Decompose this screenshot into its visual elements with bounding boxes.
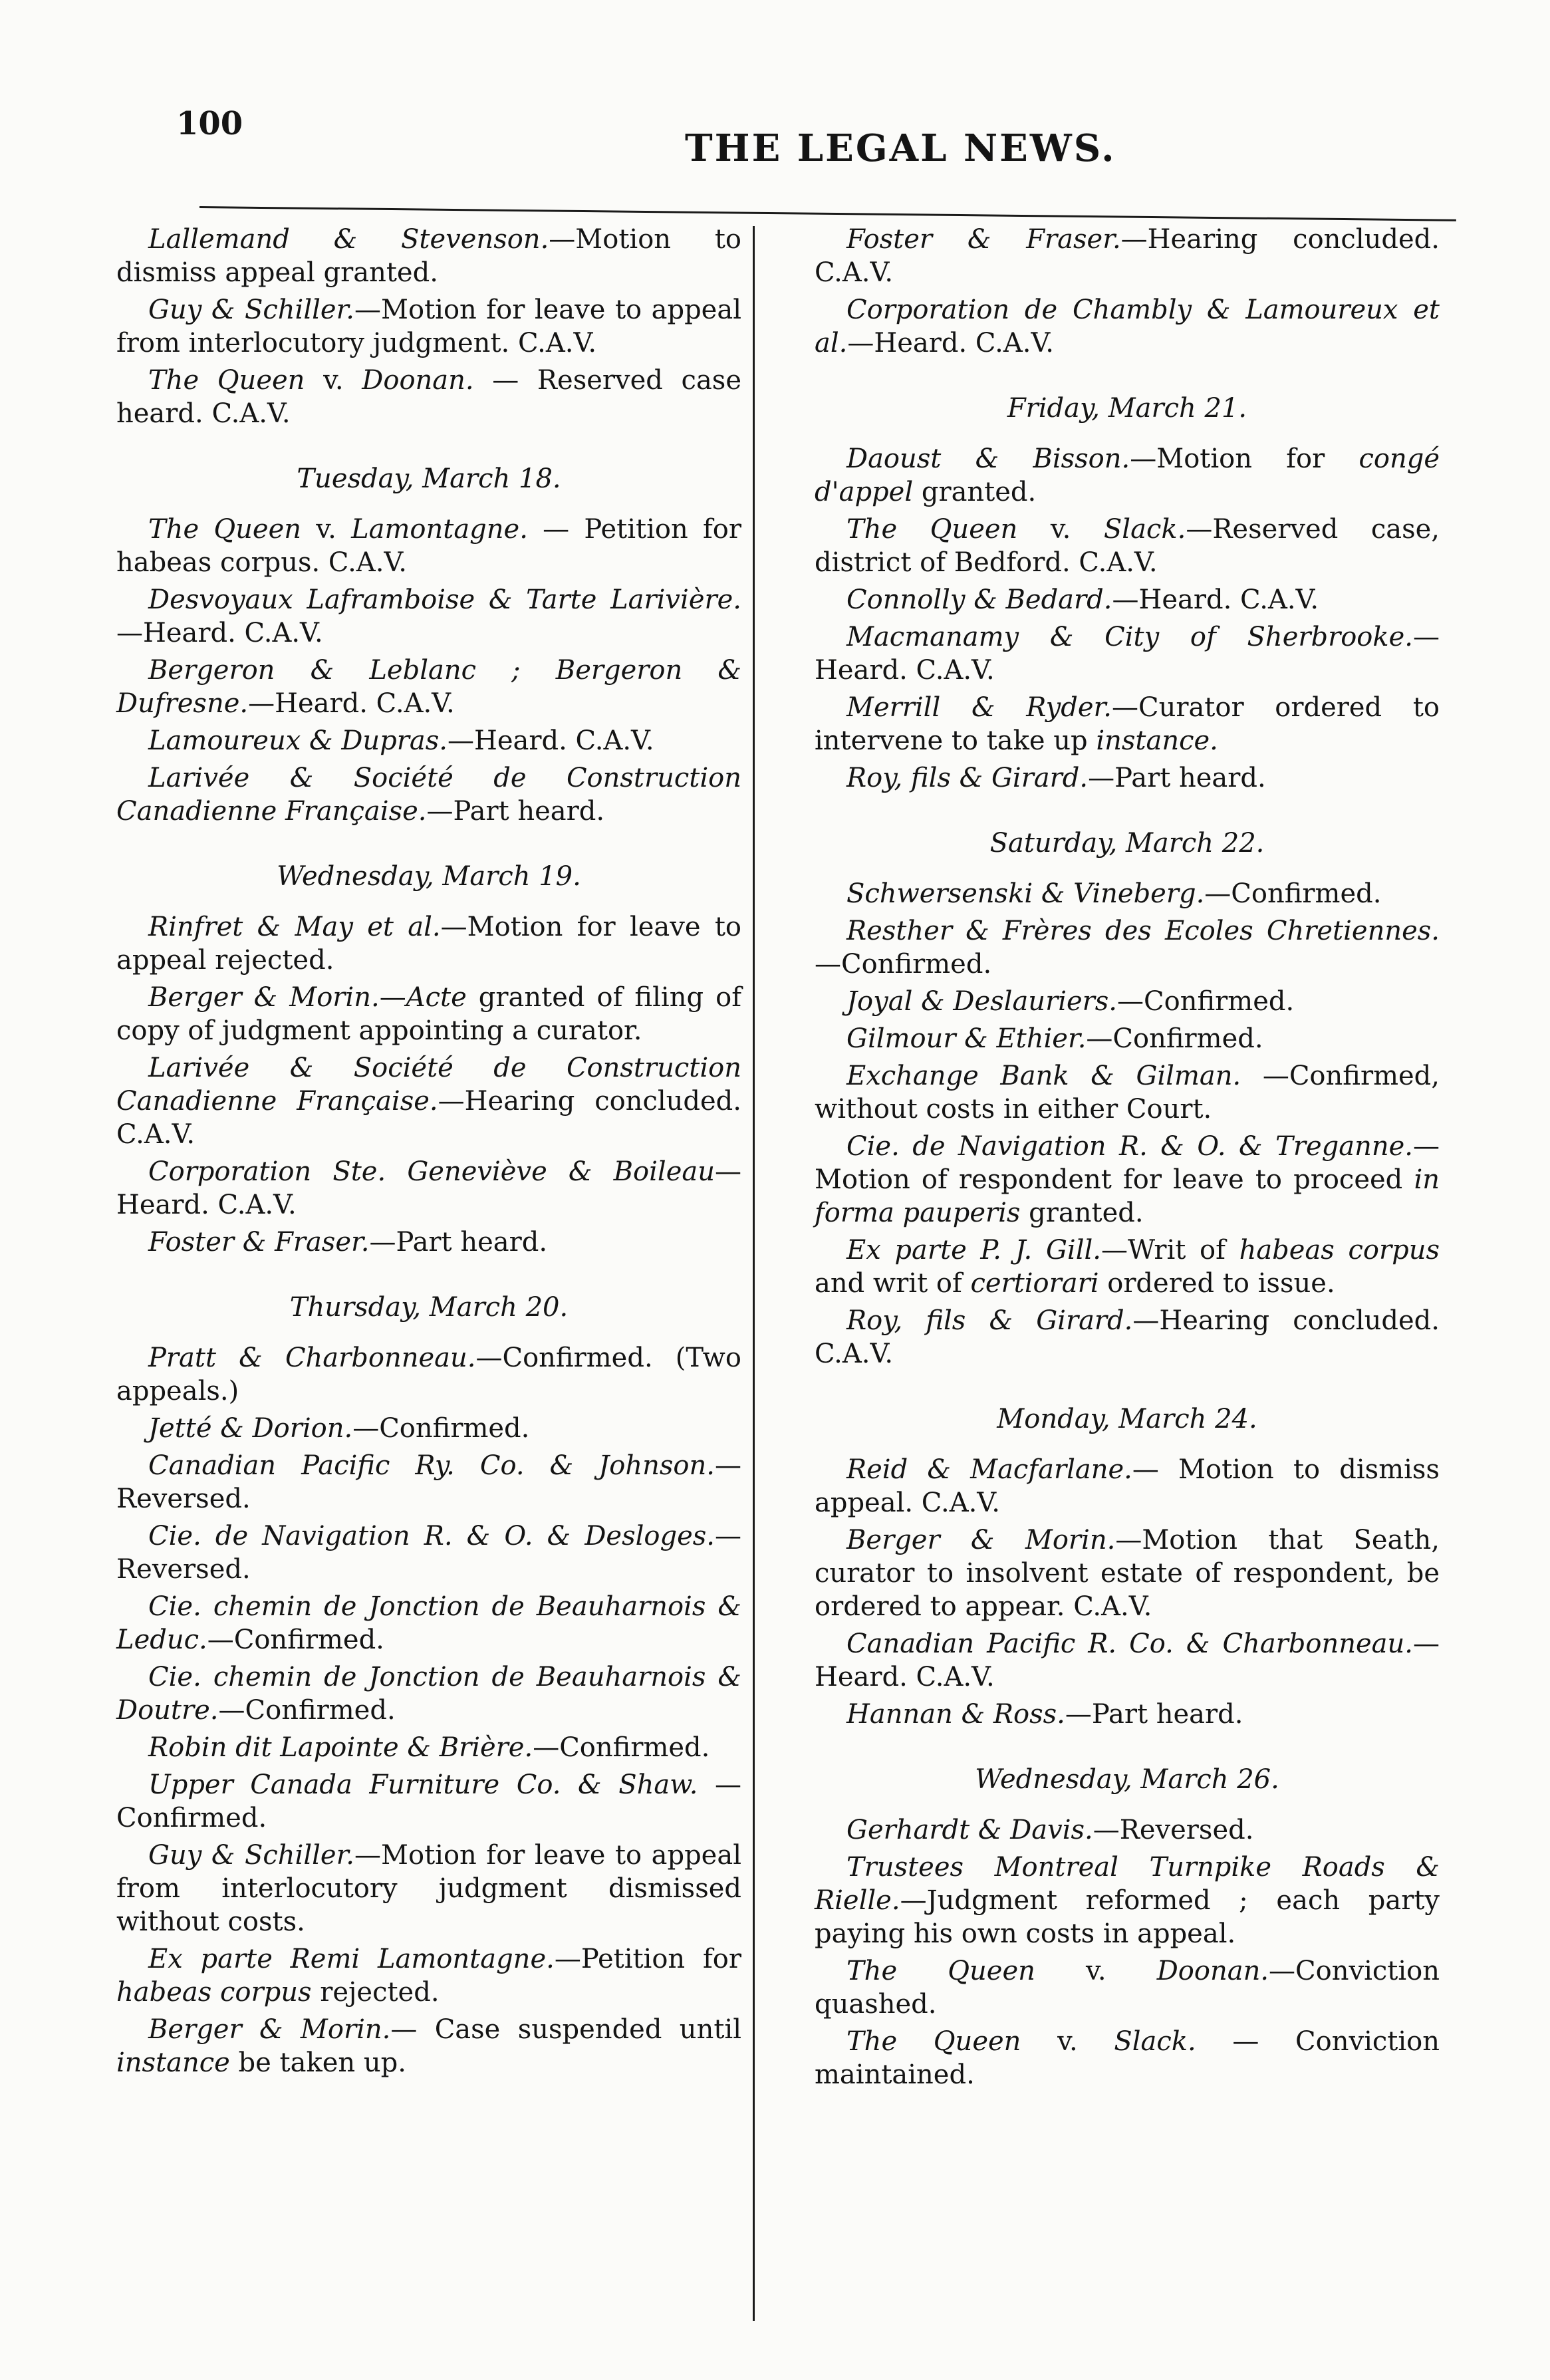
case-name: Corporation Ste. Geneviève & Boileau: [148, 1156, 715, 1187]
header-rule: [199, 206, 1456, 221]
case-entry: [815, 620, 1440, 687]
case-entry: [116, 1341, 741, 1408]
case-name: Doonan.: [362, 365, 474, 396]
case-disposition: —Motion of respondent for leave to proceed: [815, 1131, 1440, 1195]
case-disposition: —Conviction quashed.: [815, 1956, 1440, 2020]
case-name: Jetté & Dorion.: [148, 1413, 353, 1444]
case-entry: [116, 910, 741, 977]
case-disposition: —Motion for leave to appeal from interlocutory judgment. C.A.V.: [116, 295, 741, 358]
case-disposition: v.: [301, 514, 352, 545]
case-disposition: —Confirmed, without costs in either Court.: [815, 1061, 1440, 1124]
case-disposition: —Petition for: [554, 1944, 741, 1974]
date-heading: Saturday, March 22.: [989, 828, 1265, 859]
case-disposition: —Part heard.: [426, 796, 605, 827]
case-disposition: ordered to issue.: [1098, 1268, 1335, 1299]
case-entry: [116, 1839, 741, 1938]
page-number: 100: [176, 105, 243, 142]
date-heading: Wednesday, March 19.: [277, 861, 581, 892]
date-heading: Friday, March 21.: [1007, 393, 1247, 424]
case-disposition: v.: [305, 365, 362, 396]
case-name: Reid & Macfarlane.: [846, 1454, 1132, 1485]
case-name: Rinfret & May et al.: [148, 912, 441, 942]
case-disposition: v.: [1035, 1956, 1157, 1986]
case-disposition: —Confirmed.: [352, 1413, 530, 1444]
case-disposition: —Reversed.: [1093, 1815, 1254, 1845]
case-disposition: —Heard. C.A.V.: [815, 622, 1440, 686]
case-name: Larivée & Société de Construction Canadienne Française.: [116, 763, 741, 827]
right-column: [815, 223, 1440, 2095]
case-entry: [116, 981, 741, 1047]
case-disposition: —Motion for leave to appeal from interlocutory judgment dismissed without costs.: [116, 1840, 741, 1937]
date-heading: Wednesday, March 26.: [975, 1764, 1279, 1795]
case-disposition: —: [379, 982, 406, 1013]
case-entry: [116, 583, 741, 650]
case-entry: [116, 1226, 741, 1259]
case-name: Schwersenski & Vineberg.: [846, 878, 1205, 909]
case-entry: [815, 1234, 1440, 1300]
case-disposition: —Hearing concluded. C.A.V.: [815, 1305, 1440, 1369]
case-disposition: rejected.: [311, 1977, 440, 2008]
case-entry: [815, 583, 1440, 616]
case-name: Corporation de Chambly & Lamoureux et al.: [815, 295, 1440, 358]
case-name: Roy, fils & Girard.: [846, 1305, 1133, 1336]
case-disposition: —Part heard.: [1088, 763, 1266, 793]
case-disposition: —Motion that Seath, curator to insolvent estate of respondent, be ordered to appear. C.A.V.: [815, 1525, 1440, 1622]
case-name: Guy & Schiller.: [148, 1840, 355, 1871]
case-name: Foster & Fraser.: [148, 1227, 370, 1257]
case-entry: [815, 691, 1440, 757]
case-entry: [116, 223, 741, 289]
case-name: Roy, fils & Girard.: [846, 763, 1089, 793]
case-entry: [815, 1627, 1440, 1694]
case-disposition: — Conviction maintained.: [815, 2026, 1440, 2090]
case-disposition: —Confirmed. (Two appeals.): [116, 1343, 741, 1406]
case-disposition: — Motion to dismiss appeal. C.A.V.: [815, 1454, 1440, 1518]
case-name: Guy & Schiller.: [148, 295, 355, 325]
case-name: Gilmour & Ethier.: [846, 1023, 1087, 1054]
case-disposition: and writ of: [815, 1268, 971, 1299]
case-disposition: —Motion for leave to appeal rejected.: [116, 912, 741, 976]
case-name: Hannan & Ross.: [846, 1699, 1065, 1730]
case-entry: [116, 1731, 741, 1764]
case-entry: [815, 761, 1440, 795]
case-name: instance: [116, 2048, 230, 2078]
case-disposition: —Confirmed.: [1117, 986, 1295, 1017]
column-divider: [753, 226, 755, 2321]
case-name: Slack.: [1114, 2026, 1196, 2057]
case-entry: [116, 1660, 741, 1727]
case-entry: [116, 1942, 741, 2009]
case-disposition: —Part heard.: [369, 1227, 548, 1257]
case-disposition: —Confirmed.: [1086, 1023, 1263, 1054]
case-disposition: — Reserved case heard. C.A.V.: [116, 365, 742, 429]
case-entry: [116, 1155, 741, 1222]
case-name: Cie. de Navigation R. & O. & Desloges.: [148, 1521, 715, 1551]
case-disposition: —Confirmed.: [815, 949, 992, 980]
running-title: THE LEGAL NEWS.: [685, 126, 1116, 170]
case-name: Upper Canada Furniture Co. & Shaw.: [148, 1770, 698, 1800]
case-entry: [116, 1590, 741, 1656]
case-name: The Queen: [148, 514, 302, 545]
case-entry: [815, 1130, 1440, 1230]
case-name: The Queen: [846, 2026, 1021, 2057]
case-entry: [116, 293, 741, 360]
case-disposition: —Confirmed.: [207, 1625, 384, 1655]
case-name: in forma pauperis: [815, 1164, 1440, 1228]
case-entry: [815, 1813, 1440, 1847]
case-entry: [815, 293, 1440, 360]
case-name: Connolly & Bedard.: [846, 585, 1112, 615]
case-disposition: — Case suspended until: [390, 2014, 741, 2045]
case-name: habeas corpus: [1239, 1235, 1440, 1265]
case-name: habeas corpus: [116, 1977, 312, 2008]
case-disposition: —Heard. C.A.V.: [248, 688, 455, 719]
case-name: Ex parte Remi Lamontagne.: [148, 1944, 555, 1974]
case-disposition: —Reserved case, district of Bedford. C.A.V.: [815, 514, 1440, 578]
case-name: Cie. chemin de Jonction de Beauharnois & Leduc.: [116, 1591, 741, 1655]
case-disposition: —Heard. C.A.V.: [447, 726, 654, 756]
case-name: The Queen: [846, 514, 1018, 545]
case-entry: [815, 877, 1440, 910]
case-name: Berger & Morin.: [148, 982, 380, 1013]
case-entry: [116, 1768, 741, 1835]
case-disposition: — Petition for habeas corpus. C.A.V.: [116, 514, 741, 578]
case-name: certiorari: [970, 1268, 1099, 1299]
date-heading: Thursday, March 20.: [289, 1292, 569, 1323]
case-entry: [116, 761, 741, 828]
case-disposition: —Curator ordered to intervene to take up: [815, 692, 1440, 756]
case-entry: [815, 1453, 1440, 1520]
case-name: Canadian Pacific R. Co. & Charbonneau.: [846, 1629, 1413, 1659]
case-disposition: granted.: [1020, 1198, 1144, 1228]
case-entry: [116, 1412, 741, 1445]
case-entry: [116, 724, 741, 757]
case-name: The Queen: [846, 1956, 1035, 1986]
case-entry: [815, 1851, 1440, 1950]
case-name: Lamoureux & Dupras.: [148, 726, 448, 756]
case-entry: [815, 513, 1440, 579]
case-disposition: —Heard. C.A.V.: [1112, 585, 1319, 615]
case-entry: [815, 1059, 1440, 1126]
date-heading: Tuesday, March 18.: [297, 463, 561, 494]
case-entry: [116, 364, 741, 430]
case-disposition: —Writ of: [1101, 1235, 1239, 1265]
case-name: Desvoyaux Laframboise & Tarte Larivière.: [148, 585, 741, 615]
date-heading: Monday, March 24.: [997, 1404, 1257, 1434]
case-disposition: —Heard. C.A.V.: [116, 1156, 741, 1220]
case-name: Berger & Morin.: [148, 2014, 391, 2045]
case-name: Bergeron & Leblanc ; Bergeron & Dufresne.: [116, 655, 741, 719]
case-disposition: —Reversed.: [116, 1521, 741, 1585]
case-name: Robin dit Lapointe & Brière.: [148, 1732, 533, 1763]
case-disposition: —Heard. C.A.V.: [815, 1629, 1440, 1692]
case-entry: [815, 1304, 1440, 1371]
case-entry: [815, 1523, 1440, 1623]
case-entry: [116, 1051, 741, 1151]
case-entry: [116, 654, 741, 720]
case-disposition: —Part heard.: [1065, 1699, 1243, 1730]
case-name: Slack.: [1103, 514, 1186, 545]
case-name: Foster & Fraser.: [846, 224, 1121, 255]
case-disposition: —Confirmed.: [218, 1695, 396, 1726]
case-disposition: —Heard. C.A.V.: [116, 618, 323, 648]
case-entry: [815, 914, 1440, 981]
case-disposition: —Reversed.: [116, 1450, 741, 1514]
case-name: congé d'appel: [815, 444, 1440, 507]
left-column: [116, 223, 741, 2083]
case-name: Gerhardt & Davis.: [846, 1815, 1093, 1845]
case-disposition: —Confirmed.: [1204, 878, 1382, 909]
case-entry: [815, 1022, 1440, 1055]
case-entry: [815, 1698, 1440, 1731]
case-entry: [116, 2013, 741, 2079]
case-disposition: v.: [1017, 514, 1104, 545]
case-name: Doonan.: [1156, 1956, 1269, 1986]
case-name: Lamontagne.: [351, 514, 528, 545]
case-name: Ex parte P. J. Gill.: [846, 1235, 1102, 1265]
case-entry: [116, 513, 741, 579]
case-disposition: — Confirmed.: [116, 1770, 741, 1833]
case-entry: [116, 1449, 741, 1516]
case-disposition: granted of filing of copy of judgment appointing a curator.: [116, 982, 741, 1046]
case-name: Acte: [406, 982, 467, 1013]
case-disposition: be taken up.: [229, 2048, 406, 2078]
case-disposition: granted.: [913, 477, 1037, 507]
case-name: Cie. chemin de Jonction de Beauharnois & Doutre.: [116, 1662, 741, 1726]
case-entry: [815, 2025, 1440, 2091]
case-disposition: —Hearing concluded. C.A.V.: [815, 224, 1440, 288]
case-name: Exchange Bank & Gilman.: [846, 1061, 1241, 1091]
case-name: Merrill & Ryder.: [846, 692, 1112, 723]
case-disposition: —Hearing concluded. C.A.V.: [116, 1086, 741, 1150]
case-disposition: —Motion to dismiss appeal granted.: [116, 224, 741, 288]
case-disposition: —Heard. C.A.V.: [847, 328, 1055, 358]
case-name: Berger & Morin.: [846, 1525, 1116, 1555]
case-name: Resther & Frères des Ecoles Chretiennes.: [846, 916, 1440, 946]
case-entry: [815, 223, 1440, 289]
case-name: Joyal & Deslauriers.: [846, 986, 1118, 1017]
case-disposition: —Confirmed.: [533, 1732, 710, 1763]
case-entry: [815, 1954, 1440, 2021]
case-disposition: —Motion for: [1130, 444, 1359, 474]
case-name: Cie. de Navigation R. & O. & Treganne.: [846, 1131, 1413, 1162]
case-disposition: —Judgment reformed ; each party paying his own costs in appeal.: [815, 1885, 1440, 1949]
case-name: Pratt & Charbonneau.: [148, 1343, 476, 1373]
case-entry: [815, 985, 1440, 1018]
case-name: The Queen: [148, 365, 305, 396]
case-name: Larivée & Société de Construction Canadienne Française.: [116, 1053, 741, 1117]
case-name: Macmanamy & City of Sherbrooke.: [846, 622, 1413, 652]
case-name: Daoust & Bisson.: [846, 444, 1130, 474]
case-entry: [815, 442, 1440, 509]
case-disposition: v.: [1021, 2026, 1114, 2057]
case-name: Lallemand & Stevenson.: [148, 224, 549, 255]
case-entry: [116, 1520, 741, 1586]
case-name: Canadian Pacific Ry. Co. & Johnson.: [148, 1450, 715, 1481]
case-name: instance.: [1096, 726, 1218, 756]
case-name: Trustees Montreal Turnpike Roads & Rielle.: [815, 1852, 1440, 1916]
